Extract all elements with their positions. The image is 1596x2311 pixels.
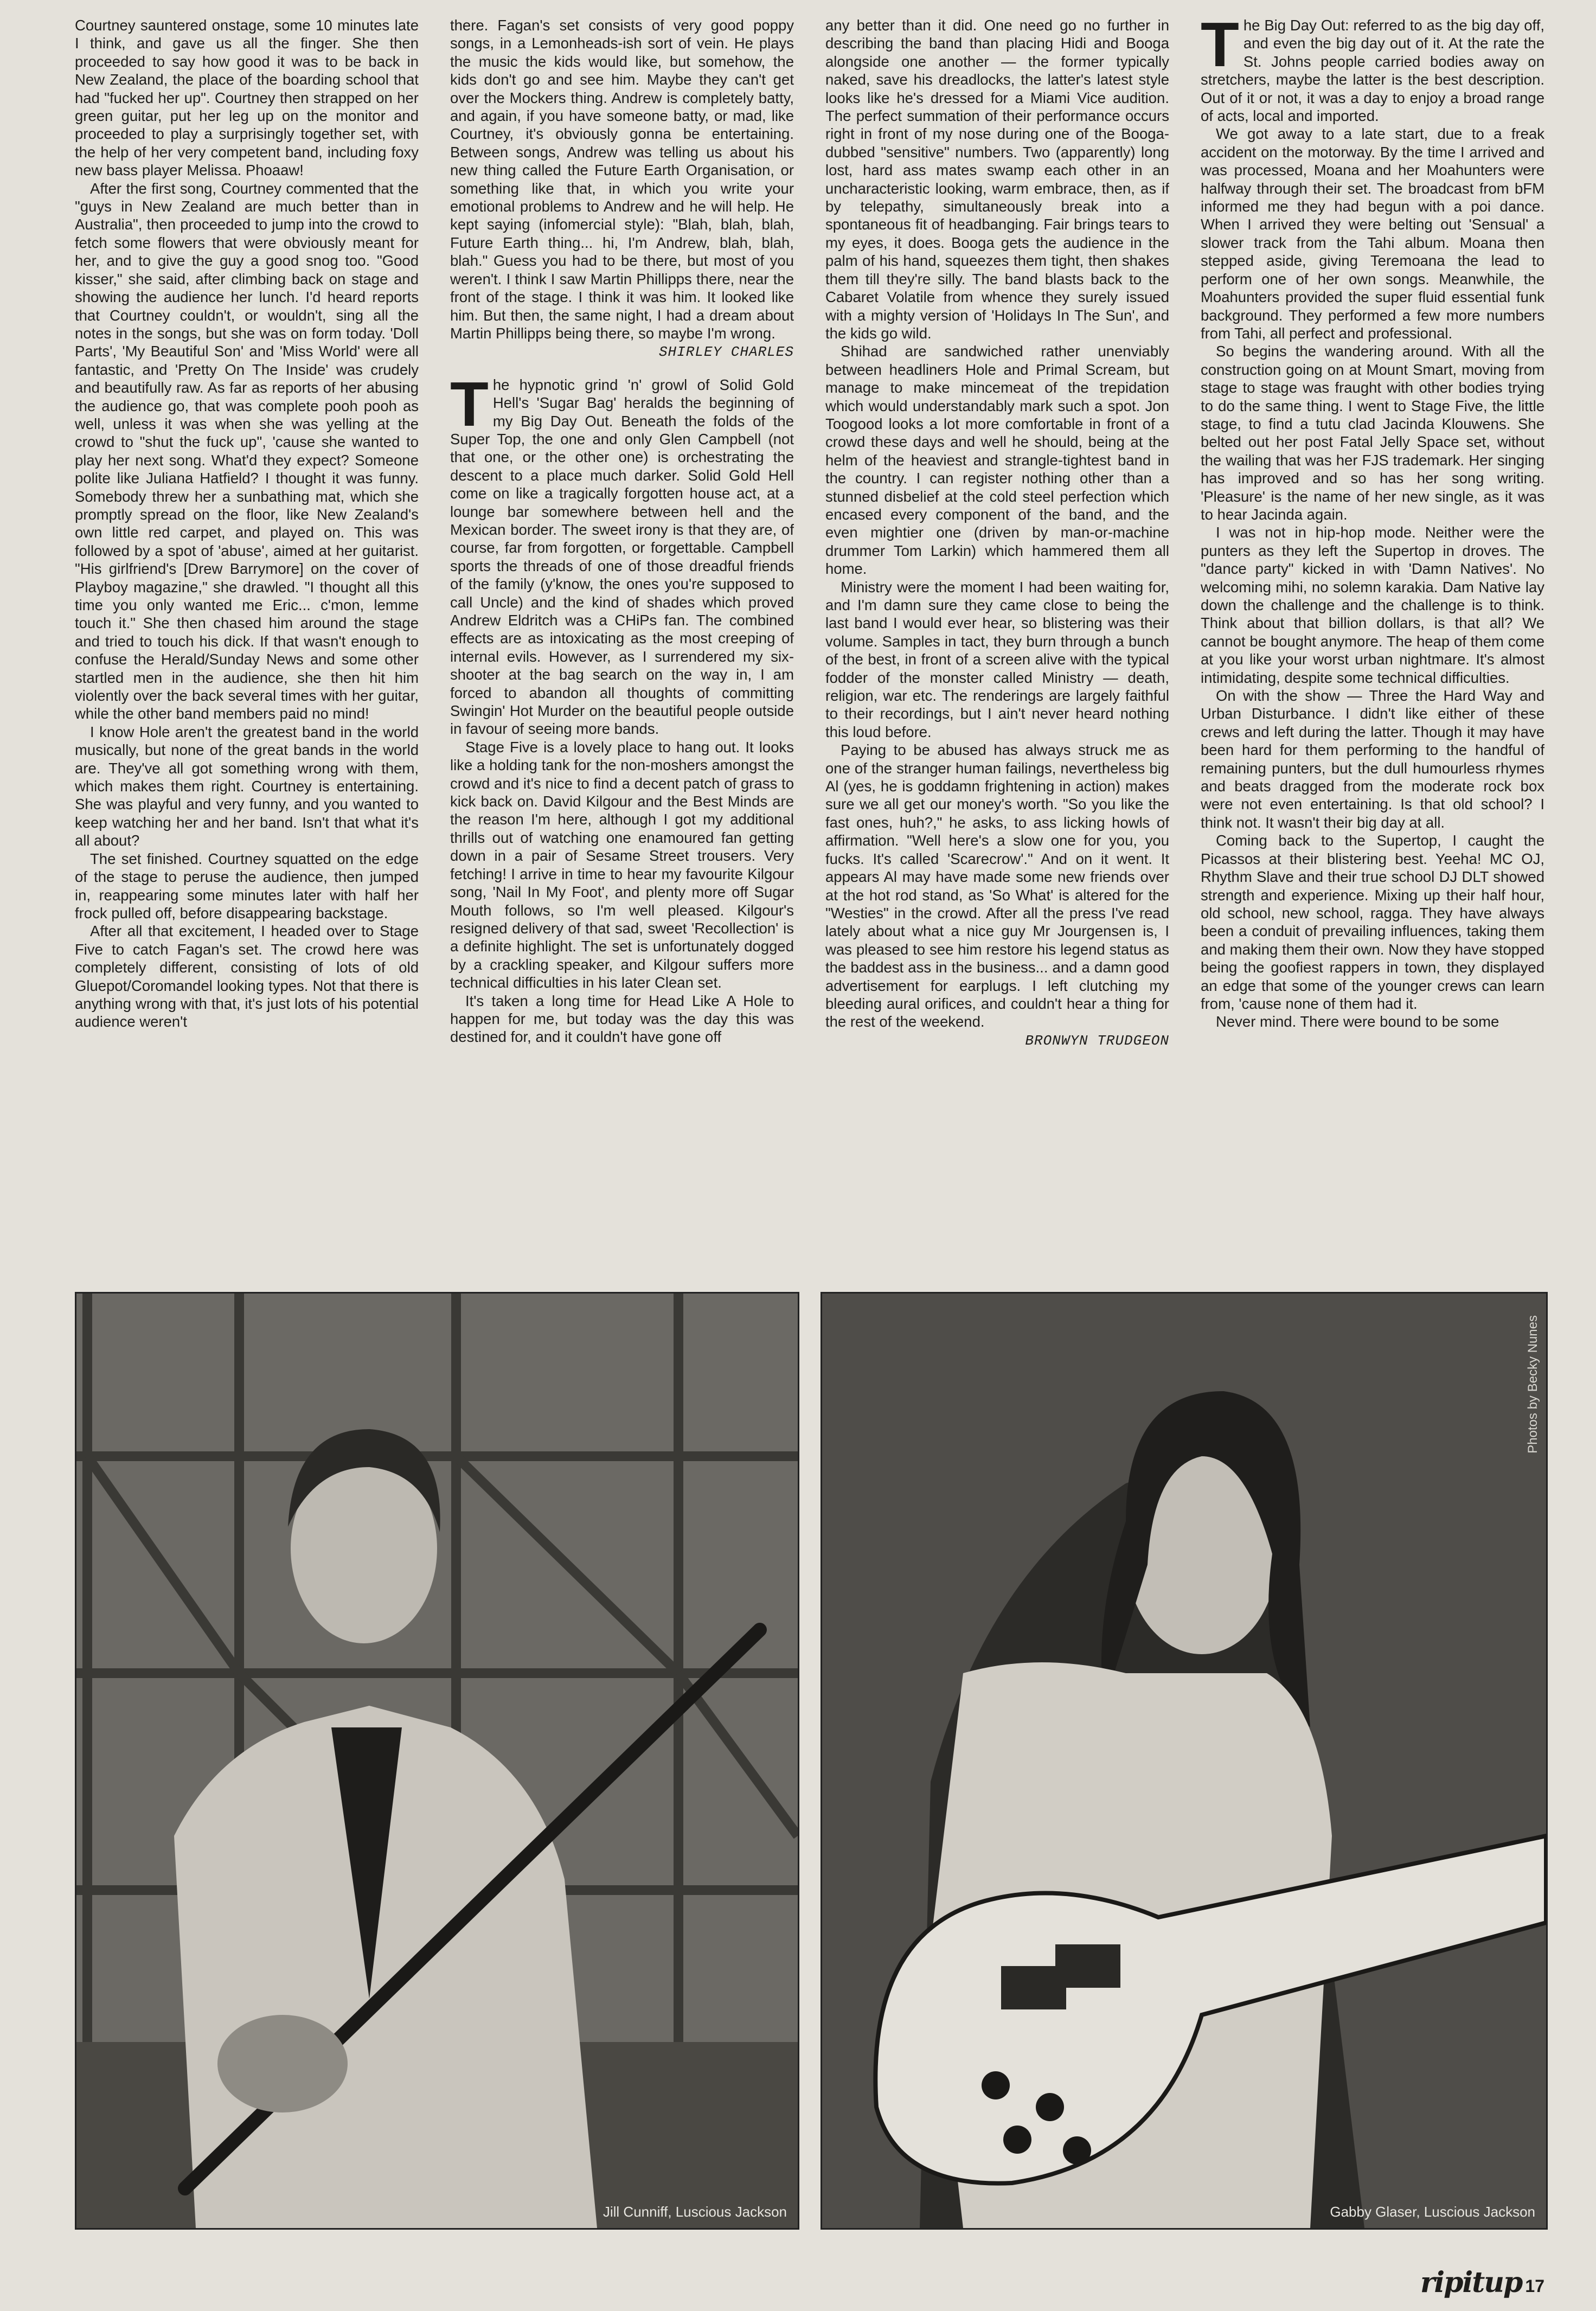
article-paragraph: Ministry were the moment I had been waiting for, and I'm damn sure they came close to being the last band I would ever hear, so blistering was their volume. Samples in tact, they burn through a bunch of the best, in front of a screen alive with the typical fodder of the monster called Ministry — death, religion, war etc. The renderings are largely faithful to their recordings, but I ain't never heard nothing this loud before. bbox=[825, 578, 1169, 740]
page-footer bbox=[1420, 2266, 1544, 2299]
article-columns bbox=[75, 16, 1544, 1280]
photo-credit: Photos by Becky Nunes bbox=[1526, 1315, 1540, 1454]
photo-gabby-glaser bbox=[821, 1292, 1548, 2230]
article-paragraph: The set finished. Courtney squatted on the edge of the stage to peruse the audience, then jumped in, reappearing some minutes later with half her frock pulled off, before disappearing backstage. bbox=[75, 850, 419, 921]
article-paragraph: On with the show — Three the Hard Way and Urban Disturbance. I didn't like either of these crews and left during the latter. Though it may have been hard for them performing to the handful of remaining punters, but the dull humourless rhymes and beats dragged from the moderate rock box were not even entertaining. Is that old school? I think not. It wasn't their big day at all. bbox=[1201, 687, 1544, 831]
column-3 bbox=[825, 16, 1169, 1280]
column-2 bbox=[450, 16, 794, 1280]
photo-jill-cunniff bbox=[75, 1292, 799, 2230]
article-paragraph: Never mind. There were bound to be some bbox=[1216, 1013, 1499, 1030]
article-paragraph: Stage Five is a lovely place to hang out. It looks like a holding tank for the non-moshers amongst the crowd and it's nice to find a decent patch of grass to kick back on. David Kilgour and the Best Minds are the reason I'm here, although I got my additional thrills out of watching one enamoured fan getting down in a pair of Sesame Street trousers. Very fetching! I arrive in time to hear my favourite Kilgour song, 'Nail In My Foot', and plenty more off Sugar Mouth follows, so I'm well pleased. Kilgour's resigned delivery of that sad, sweet 'Recollection' is a definite highlight. The set is unfortunately dogged by a crackling speaker, and Kilgour suffers more technical difficulties in his later Clean set. bbox=[450, 738, 794, 991]
photo-caption-right: Gabby Glaser, Luscious Jackson bbox=[1330, 2204, 1535, 2220]
article-paragraph: After the first song, Courtney commented that the "guys in New Zealand are much better than in Australia", then proceeded to jump into the crowd to fetch some flowers that were obviously meant for her, and to give the guy a good snog too. "Good kisser," she said, after climbing back on stage and showing the audience her lunch. I'd heard reports that Courtney couldn't, or wouldn't, sing all the notes in the songs, but she was on form today. 'Doll Parts', 'My Beautiful Son' and 'Miss World' were all fantastic, and 'Pretty On The Inside' was crudely and beautifully raw. As far as reports of her abusing the audience go, that was complete pooh pooh as well, unless it was when she was yelling at the crowd to "shut the fuck up", 'cause she wanted to play her next song. What'd they expect? Someone polite like Juliana Hatfield? I thought it was funny. Somebody threw her a sunbathing mat, which she promptly spread on the floor, like New Zealand's own little red carpet, and played on. This was followed by a spot of 'abuse', aimed at her guitarist. "His girlfriend's [Drew Barrymore] on the cover of Playboy magazine," she drawled. "I thought all this time you only wanted me Eric... c'mon, lemme touch it." She then chased him around the stage and tried to touch his dick. If that wasn't enough to confuse the Herald/Sunday News and some other startled men in the audience, she then hit him violently over the back several times with her guitar, while the other band members paid no mind! bbox=[75, 180, 419, 722]
article-paragraph: I was not in hip-hop mode. Neither were the punters as they left the Supertop in droves. The "dance party" kicked in with 'Damn Natives'. No welcoming mihi, no solemn karakia. Dam Native lay down the challenge and the challenge is to think. Think about that billion dollars, is that all? We cannot be bought anymore. The heap of them come at you like your worst urban nightmare. It's almost intimidating, despite some technical difficulties. bbox=[1201, 524, 1544, 686]
author-byline: BRONWYN TRUDGEON bbox=[1025, 1032, 1169, 1049]
article-paragraph: I know Hole aren't the greatest band in the world musically, but none of the great bands in the world are. They've all got something wrong with them, which makes them right. Courtney is entertaining. She was playful and very funny, and you wanted to keep watching her and her band. Isn't that what it's all about? bbox=[75, 723, 419, 849]
article-paragraph: After all that excitement, I headed over to Stage Five to catch Fagan's set. The crowd here was completely different, consisting of lots of old Gluepot/Coromandel looking types. Not that there is anything wrong with that, it's just lots of his potential audience weren't bbox=[75, 923, 419, 1030]
ripitup-logo: ripitup bbox=[1420, 2266, 1522, 2299]
article-paragraph: It's taken a long time for Head Like A Hole to happen for me, but today was the day this was destined for, and it couldn't have gone off bbox=[450, 992, 794, 1046]
photo-illustration-left bbox=[76, 1294, 798, 2228]
author-byline: SHIRLEY CHARLES bbox=[658, 344, 794, 361]
photo-caption-left: Jill Cunniff, Luscious Jackson bbox=[602, 2204, 787, 2220]
article-paragraph: So begins the wandering around. With all the construction going on at Mount Smart, moving from stage to stage was fraught with other bodies trying to do the same thing. I went to Stage Five, the little stage, to find a tutu clad Jacinda Klouwens. She belted out her post Fatal Jelly Space set, without the wailing that was her FJS trademark. Her singing has improved and so has her song writing. 'Pleasure' is the name of her new single, as it was to hear Jacinda again. bbox=[1201, 343, 1544, 523]
column-1 bbox=[75, 16, 419, 1280]
page-number: 17 bbox=[1525, 2276, 1544, 2296]
article-paragraph: We got away to a late start, due to a freak accident on the motorway. By the time I arrived and was processed, Moana and her Moahunters were halfway through their set. The broadcast from bFM informed me they had begun with a poi dance. When I arrived they were belting out 'Sensual' a slower track from the Tahi album. Moana then stepped aside, giving Teremoana the lead to perform one of her own songs. Meanwhile, the Moahunters provided the super fluid essential funk background. They performed a few more numbers from Tahi, all perfect and professional. bbox=[1201, 125, 1544, 342]
article-paragraph: The hypnotic grind 'n' growl of Solid Gold Hell's 'Sugar Bag' heralds the beginning of my Big Day Out. Beneath the folds of the Super Top, the one and only Glen Campbell (not that one, or the other one) is orchestrating the descent to a place much darker. Solid Gold Hell come on like a tragically forgotten house act, at a lounge bar somewhere between hell and the Mexican border. The sweet irony is that they are, of course, far from forgotten, or forgettable. Campbell sports the threads of one of those dreadful friends of the family (y'know, the ones you're supposed to call Uncle) and the kind of shades which proved Andrew Eldritch was a CHiPs fan. The combined effects are as intoxicating as the most creeping of internal evils. However, as I surrendered my six-shooter at the bag search on the way in, I am forced to abandon all thoughts of committing Swingin' Hot Murder on the beautiful people outside in favour of seeing more bands. bbox=[450, 368, 794, 738]
article-paragraph: Paying to be abused has always struck me as one of the stranger human failings, nevertheless big Al (yes, he is goddamn frightening in action) makes sure we all get our money's worth. "So you like the fast ones, huh?," he asks, to ass licking howls of affirmation. "Well here's a slow one for you, you fucks. It's called 'Scarecrow'." And on it went. It appears Al may have made some new friends over at the hot rod stand, as 'So What' is altered for the "Westies" in the crowd. After all the press I've read lately about what a nice guy Mr Jourgensen is, I was pleased to see him restore his legend status as the baddest ass in the business... and a damn good advertisement for earplugs. I left clutching my bleeding aural orifices, and couldn't hear a thing for the rest of the weekend. bbox=[825, 741, 1169, 1030]
article-paragraph: Shihad are sandwiched rather unenviably between headliners Hole and Primal Scream, but manage to make mincemeat of the trepidation which would understandably mark such a spot. Jon Toogood looks a lot more comfortable in front of a crowd these days and well he should, being at the helm of the heaviest and strangle-tightest band in the country. I can register nothing other than a stunned disbelief at the cold steel perfection which encased every component of the band, and the even mightier one (driven by man-or-machine drummer Tom Larkin) which hammered them all home. bbox=[825, 343, 1169, 578]
article-paragraph: Coming back to the Supertop, I caught the Picassos at their blistering best. Yeeha! MC OJ, Rhythm Slave and their true school DJ DLT showed strength and experience. Mixing up their half hour, old school, new school, ragga. They have always been a conduit of prevailing influences, taking them and making them their own. Now they have stopped being the goofiest rappers in town, they displayed an edge that some of the younger crews can learn from, 'cause none of them had it. bbox=[1201, 832, 1544, 1012]
photo-illustration-right bbox=[822, 1294, 1546, 2228]
article-paragraph: there. Fagan's set consists of very good poppy songs, in a Lemonheads-ish sort of vein. He plays the music the kids would like, but somehow, the kids don't go and see him. Maybe they can't get over the Mockers thing. Andrew is completely batty, and again, if you have someone batty, or mad, like Courtney, it's obviously gonna be entertaining. Between songs, Andrew was telling us about his new thing called the Future Earth Organisation, or something like that, in which you write your emotional problems to Andrew and he will help. He kept saying (infomercial style): "Blah, blah, blah, Future Earth thing... hi, I'm Andrew, blah, blah, blah." Guess you had to be there, but most of you weren't. I think I saw Martin Phillipps there, near the front of the stage. I think it was him. It looked like him. But then, the same night, I had a dream about Martin Phillipps being there, so maybe I'm wrong. bbox=[450, 17, 794, 342]
column-4 bbox=[1201, 16, 1544, 1280]
article-paragraph: Courtney sauntered onstage, some 10 minutes late I think, and gave us all the finger. She then proceeded to say how good it was to be back in New Zealand, the place of the boarding school that had "fucked her up". Courtney then strapped on her green guitar, put her leg up on the monitor and proceeded to play a surprisingly together set, with the help of her very competent band, including foxy new bass player Melissa. Phoaaw! bbox=[75, 17, 419, 179]
article-paragraph: The Big Day Out: referred to as the big day off, and even the big day out of it. At the rate the St. Johns people carried bodies away on stretchers, maybe the latter is the best description. Out of it or not, it was a day to enjoy a broad range of acts, local and imported. bbox=[1201, 16, 1544, 125]
article-paragraph: any better than it did. One need go no further in describing the band than placing Hidi and Booga alongside one another — the former typically naked, save his dreadlocks, the latter's latest style looks like he's dressed for a Miami Vice audition. The perfect summation of their performance occurs right in front of my nose during one of the Booga-dubbed "sensitive" numbers. Two (apparently) long lost, hard ass mates swamp each other in an uncharacteristic looking, warm embrace, then, as if by telepathy, simultaneously break into a spontaneous fit of headbanging. Fair brings tears to my eyes, it does. Booga gets the audience in the palm of his hand, squeezes them tight, then shakes them till they're silly. The band blasts back to the Cabaret Volatile from whence they surely issued with a mighty version of 'Holidays In The Sun', and the kids go wild. bbox=[825, 17, 1169, 342]
